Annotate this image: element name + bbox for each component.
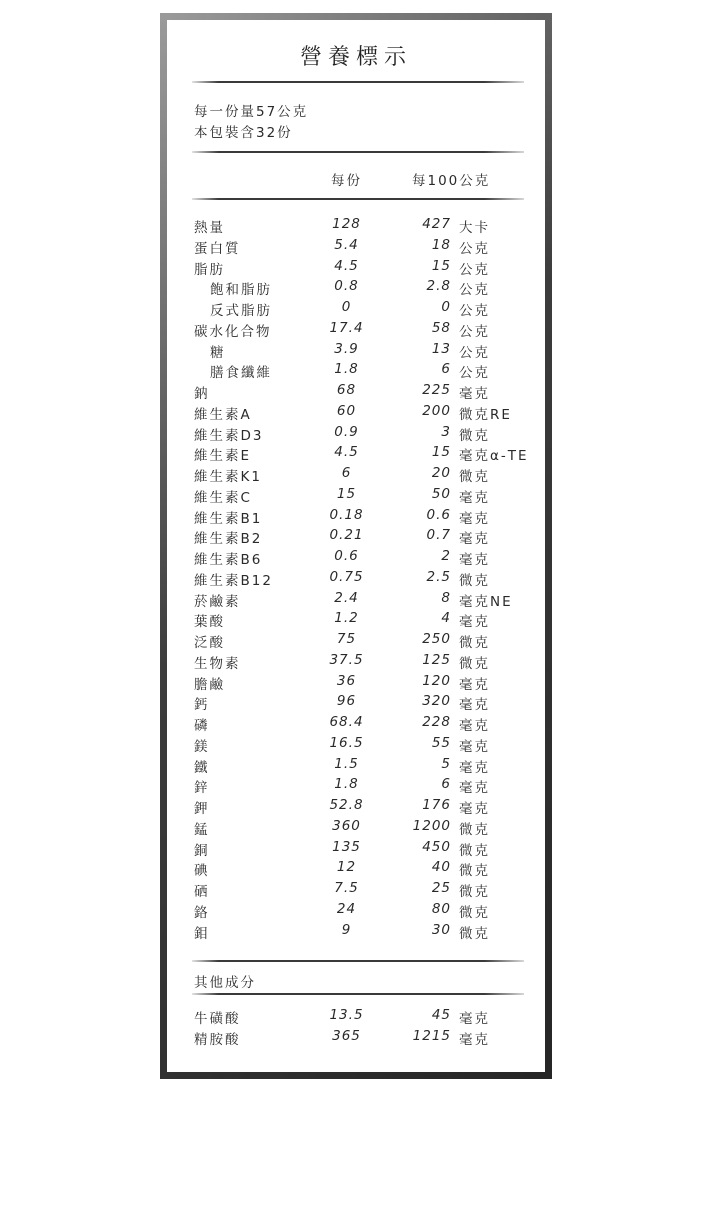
per-serving-value: 68.4 xyxy=(329,714,364,730)
per-serving-value: 128 xyxy=(332,216,361,232)
nutrient-name: 維生素K1 xyxy=(194,469,262,485)
unit: 毫克 xyxy=(459,1011,490,1027)
nutrient-name: 維生素D3 xyxy=(194,427,264,444)
per-serving-value: 5.4 xyxy=(334,236,359,253)
per-100g-value: 1200 xyxy=(412,817,451,834)
per-100g-value: 15 xyxy=(431,257,451,274)
table-row xyxy=(167,382,545,402)
unit: 毫克 xyxy=(459,676,490,693)
table-row xyxy=(167,859,545,879)
table-row xyxy=(167,548,545,568)
table-row xyxy=(167,258,545,278)
table-row xyxy=(167,590,545,610)
nutrient-name: 錳 xyxy=(194,821,210,838)
nutrient-name: 碳水化合物 xyxy=(194,323,272,340)
per-serving-value: 1.8 xyxy=(334,776,359,793)
per-serving-value: 37.5 xyxy=(329,651,364,668)
unit: 微克RE xyxy=(459,406,512,423)
nutrient-name: 銅 xyxy=(194,842,210,859)
table-row xyxy=(167,361,545,381)
table-row xyxy=(167,341,545,361)
per-100g-value: 200 xyxy=(422,402,451,419)
table-row xyxy=(167,631,545,651)
per-100g-value: 13 xyxy=(431,340,451,357)
nutrient-name: 硒 xyxy=(194,884,210,900)
per-serving-value: 360 xyxy=(332,817,361,834)
table-row xyxy=(167,320,545,340)
nutrient-name: 鉬 xyxy=(194,925,210,942)
per-100g-value: 18 xyxy=(431,236,451,253)
unit: 微克 xyxy=(459,572,490,589)
nutrient-name: 鈣 xyxy=(194,697,210,714)
unit: 毫克 xyxy=(459,1032,490,1048)
nutrient-name: 碘 xyxy=(194,863,210,880)
nutrient-name: 鉻 xyxy=(194,904,210,921)
per-serving-value: 1.8 xyxy=(334,361,359,378)
nutrient-name: 維生素B12 xyxy=(194,572,273,589)
servings-per-package: 本包裝含32份 xyxy=(194,125,293,141)
per-100g-value: 25 xyxy=(431,880,451,896)
nutrient-name: 飽和脂肪 xyxy=(210,282,272,299)
unit: 公克 xyxy=(459,240,490,257)
nutrient-name: 糖 xyxy=(210,344,226,361)
nutrient-name: 磷 xyxy=(194,718,210,734)
per-serving-value: 0.21 xyxy=(329,527,364,544)
unit: 微克 xyxy=(459,842,490,859)
per-100g-value: 4 xyxy=(441,610,451,627)
per-serving-value: 36 xyxy=(336,672,357,689)
nutrient-name: 維生素A xyxy=(194,406,252,423)
table-row xyxy=(167,818,545,838)
per-100g-value: 125 xyxy=(422,651,451,668)
per-100g-value: 45 xyxy=(431,1007,451,1023)
nutrient-name: 鋅 xyxy=(194,780,210,797)
per-100g-value: 0.7 xyxy=(426,527,451,544)
divider xyxy=(192,993,524,995)
per-100g-value: 30 xyxy=(431,921,451,938)
divider xyxy=(192,198,524,200)
nutrient-name: 鐵 xyxy=(194,759,210,776)
per-serving-value: 0.9 xyxy=(334,423,359,440)
unit: 毫克 xyxy=(459,697,490,714)
nutrient-name: 鈉 xyxy=(194,386,210,402)
unit: 公克 xyxy=(459,365,490,382)
per-100g-value: 6 xyxy=(441,361,451,378)
per-100g-value: 225 xyxy=(422,382,451,398)
per-serving-value: 1.5 xyxy=(334,755,359,772)
nutrient-name: 生物素 xyxy=(194,655,241,672)
per-serving-value: 0.8 xyxy=(334,278,359,295)
nutrient-name: 維生素B6 xyxy=(194,552,263,568)
table-row xyxy=(167,756,545,776)
per-serving-value: 3.9 xyxy=(334,340,359,357)
per-100g-value: 2.5 xyxy=(426,568,451,585)
per-serving-value: 0 xyxy=(341,299,352,315)
per-100g-value: 15 xyxy=(431,444,451,461)
per-serving-value: 24 xyxy=(336,900,357,917)
unit: 毫克 xyxy=(459,801,490,817)
table-row xyxy=(167,278,545,298)
table-row xyxy=(167,1028,545,1048)
unit: 毫克 xyxy=(459,718,490,734)
table-row xyxy=(167,776,545,796)
per-100g-value: 6 xyxy=(441,776,451,793)
unit: 毫克 xyxy=(459,738,490,755)
serving-size: 每一份量57公克 xyxy=(194,104,309,120)
per-serving-value: 7.5 xyxy=(334,880,359,896)
per-100g-value: 1215 xyxy=(412,1028,451,1044)
unit: 毫克 xyxy=(459,780,490,797)
unit: 微克 xyxy=(459,863,490,880)
per-100g-value: 58 xyxy=(431,319,451,336)
table-row xyxy=(167,507,545,527)
nutrient-name: 葉酸 xyxy=(194,614,225,631)
nutrient-name: 維生素B1 xyxy=(194,510,263,527)
table-row xyxy=(167,880,545,900)
per-100g-value: 228 xyxy=(422,714,451,730)
table-row xyxy=(167,299,545,319)
per-serving-value: 9 xyxy=(341,921,352,938)
per-serving-value: 96 xyxy=(336,693,357,710)
nutrient-name: 膳食纖維 xyxy=(210,365,272,382)
per-100g-value: 80 xyxy=(431,900,451,917)
table-row xyxy=(167,569,545,589)
per-100g-value: 40 xyxy=(431,859,451,876)
table-row xyxy=(167,839,545,859)
per-100g-value: 176 xyxy=(422,797,451,813)
table-row xyxy=(167,714,545,734)
per-100g-value: 50 xyxy=(431,485,451,502)
other-section-title: 其他成分 xyxy=(194,975,256,991)
per-100g-value: 450 xyxy=(422,838,451,855)
unit: 微克 xyxy=(459,884,490,900)
per-100g-value: 120 xyxy=(422,672,451,689)
per-serving-value: 75 xyxy=(336,631,357,647)
per-serving-value: 4.5 xyxy=(334,444,359,461)
per-serving-value: 2.4 xyxy=(334,589,359,606)
nutrition-label xyxy=(160,13,552,1079)
per-100g-value: 20 xyxy=(431,465,451,481)
unit: 大卡 xyxy=(459,220,490,236)
nutrient-name: 維生素C xyxy=(194,489,252,506)
table-row xyxy=(167,735,545,755)
nutrient-name: 菸鹼素 xyxy=(194,593,241,610)
table-row xyxy=(167,922,545,942)
nutrient-name: 反式脂肪 xyxy=(210,303,272,319)
per-serving-value: 135 xyxy=(332,838,361,855)
unit: 微克 xyxy=(459,469,490,485)
per-serving-value: 52.8 xyxy=(329,797,364,813)
per-100g-value: 55 xyxy=(431,734,451,751)
unit: 微克 xyxy=(459,655,490,672)
unit: 公克 xyxy=(459,344,490,361)
per-serving-value: 0.75 xyxy=(329,568,364,585)
table-row xyxy=(167,424,545,444)
per-serving-value: 17.4 xyxy=(329,319,364,336)
per-serving-value: 12 xyxy=(336,859,357,876)
unit: 微克 xyxy=(459,635,490,651)
column-header-per-serving: 每份 xyxy=(331,173,362,189)
per-100g-value: 250 xyxy=(422,631,451,647)
nutrient-name: 脂肪 xyxy=(194,261,225,278)
table-row xyxy=(167,527,545,547)
nutrient-name: 膽鹼 xyxy=(194,676,225,693)
per-serving-value: 365 xyxy=(332,1028,361,1044)
unit: 毫克 xyxy=(459,489,490,506)
per-serving-value: 13.5 xyxy=(329,1007,364,1023)
unit: 公克 xyxy=(459,282,490,299)
table-row xyxy=(167,216,545,236)
unit: 公克 xyxy=(459,261,490,278)
table-row xyxy=(167,444,545,464)
per-serving-value: 15 xyxy=(336,485,357,502)
unit: 微克 xyxy=(459,904,490,921)
table-row xyxy=(167,693,545,713)
unit: 毫克 xyxy=(459,614,490,631)
table-row xyxy=(167,237,545,257)
per-100g-value: 0 xyxy=(441,299,451,315)
table-row xyxy=(167,486,545,506)
table-row xyxy=(167,465,545,485)
per-100g-value: 320 xyxy=(422,693,451,710)
per-serving-value: 0.18 xyxy=(329,506,364,523)
per-serving-value: 4.5 xyxy=(334,257,359,274)
label-title: 營養標示 xyxy=(299,45,412,70)
unit: 微克 xyxy=(459,427,490,444)
unit: 微克 xyxy=(459,925,490,942)
table-row xyxy=(167,901,545,921)
table-row xyxy=(167,797,545,817)
nutrient-name: 牛磺酸 xyxy=(194,1011,241,1027)
per-100g-value: 3 xyxy=(441,423,451,440)
per-100g-value: 5 xyxy=(441,755,451,772)
per-serving-value: 6 xyxy=(341,465,352,481)
unit: 毫克NE xyxy=(459,593,513,610)
divider xyxy=(192,81,524,83)
unit: 毫克α-TE xyxy=(459,448,529,465)
per-serving-value: 60 xyxy=(336,402,357,419)
column-header-per-100g: 每100公克 xyxy=(412,173,491,189)
unit: 微克 xyxy=(459,821,490,838)
table-row xyxy=(167,1007,545,1027)
unit: 公克 xyxy=(459,323,490,340)
nutrient-name: 鉀 xyxy=(194,801,210,817)
unit: 毫克 xyxy=(459,552,490,568)
nutrient-name: 維生素B2 xyxy=(194,531,263,548)
per-serving-value: 68 xyxy=(336,382,357,398)
unit: 毫克 xyxy=(459,386,490,402)
nutrient-name: 泛酸 xyxy=(194,635,225,651)
per-100g-value: 2 xyxy=(441,548,451,564)
table-row xyxy=(167,403,545,423)
per-serving-value: 0.6 xyxy=(334,548,359,564)
per-100g-value: 8 xyxy=(441,589,451,606)
unit: 毫克 xyxy=(459,759,490,776)
per-serving-value: 16.5 xyxy=(329,734,364,751)
nutrient-name: 熱量 xyxy=(194,220,225,236)
per-100g-value: 0.6 xyxy=(426,506,451,523)
nutrient-name: 蛋白質 xyxy=(194,240,241,257)
unit: 毫克 xyxy=(459,531,490,548)
table-row xyxy=(167,652,545,672)
per-100g-value: 427 xyxy=(422,216,451,232)
unit: 毫克 xyxy=(459,510,490,527)
table-row xyxy=(167,610,545,630)
per-serving-value: 1.2 xyxy=(334,610,359,627)
per-100g-value: 2.8 xyxy=(426,278,451,295)
unit: 公克 xyxy=(459,303,490,319)
divider xyxy=(192,151,524,153)
nutrient-name: 精胺酸 xyxy=(194,1032,241,1048)
divider xyxy=(192,960,524,962)
nutrient-name: 鎂 xyxy=(194,738,210,755)
nutrient-name: 維生素E xyxy=(194,448,252,465)
table-row xyxy=(167,673,545,693)
